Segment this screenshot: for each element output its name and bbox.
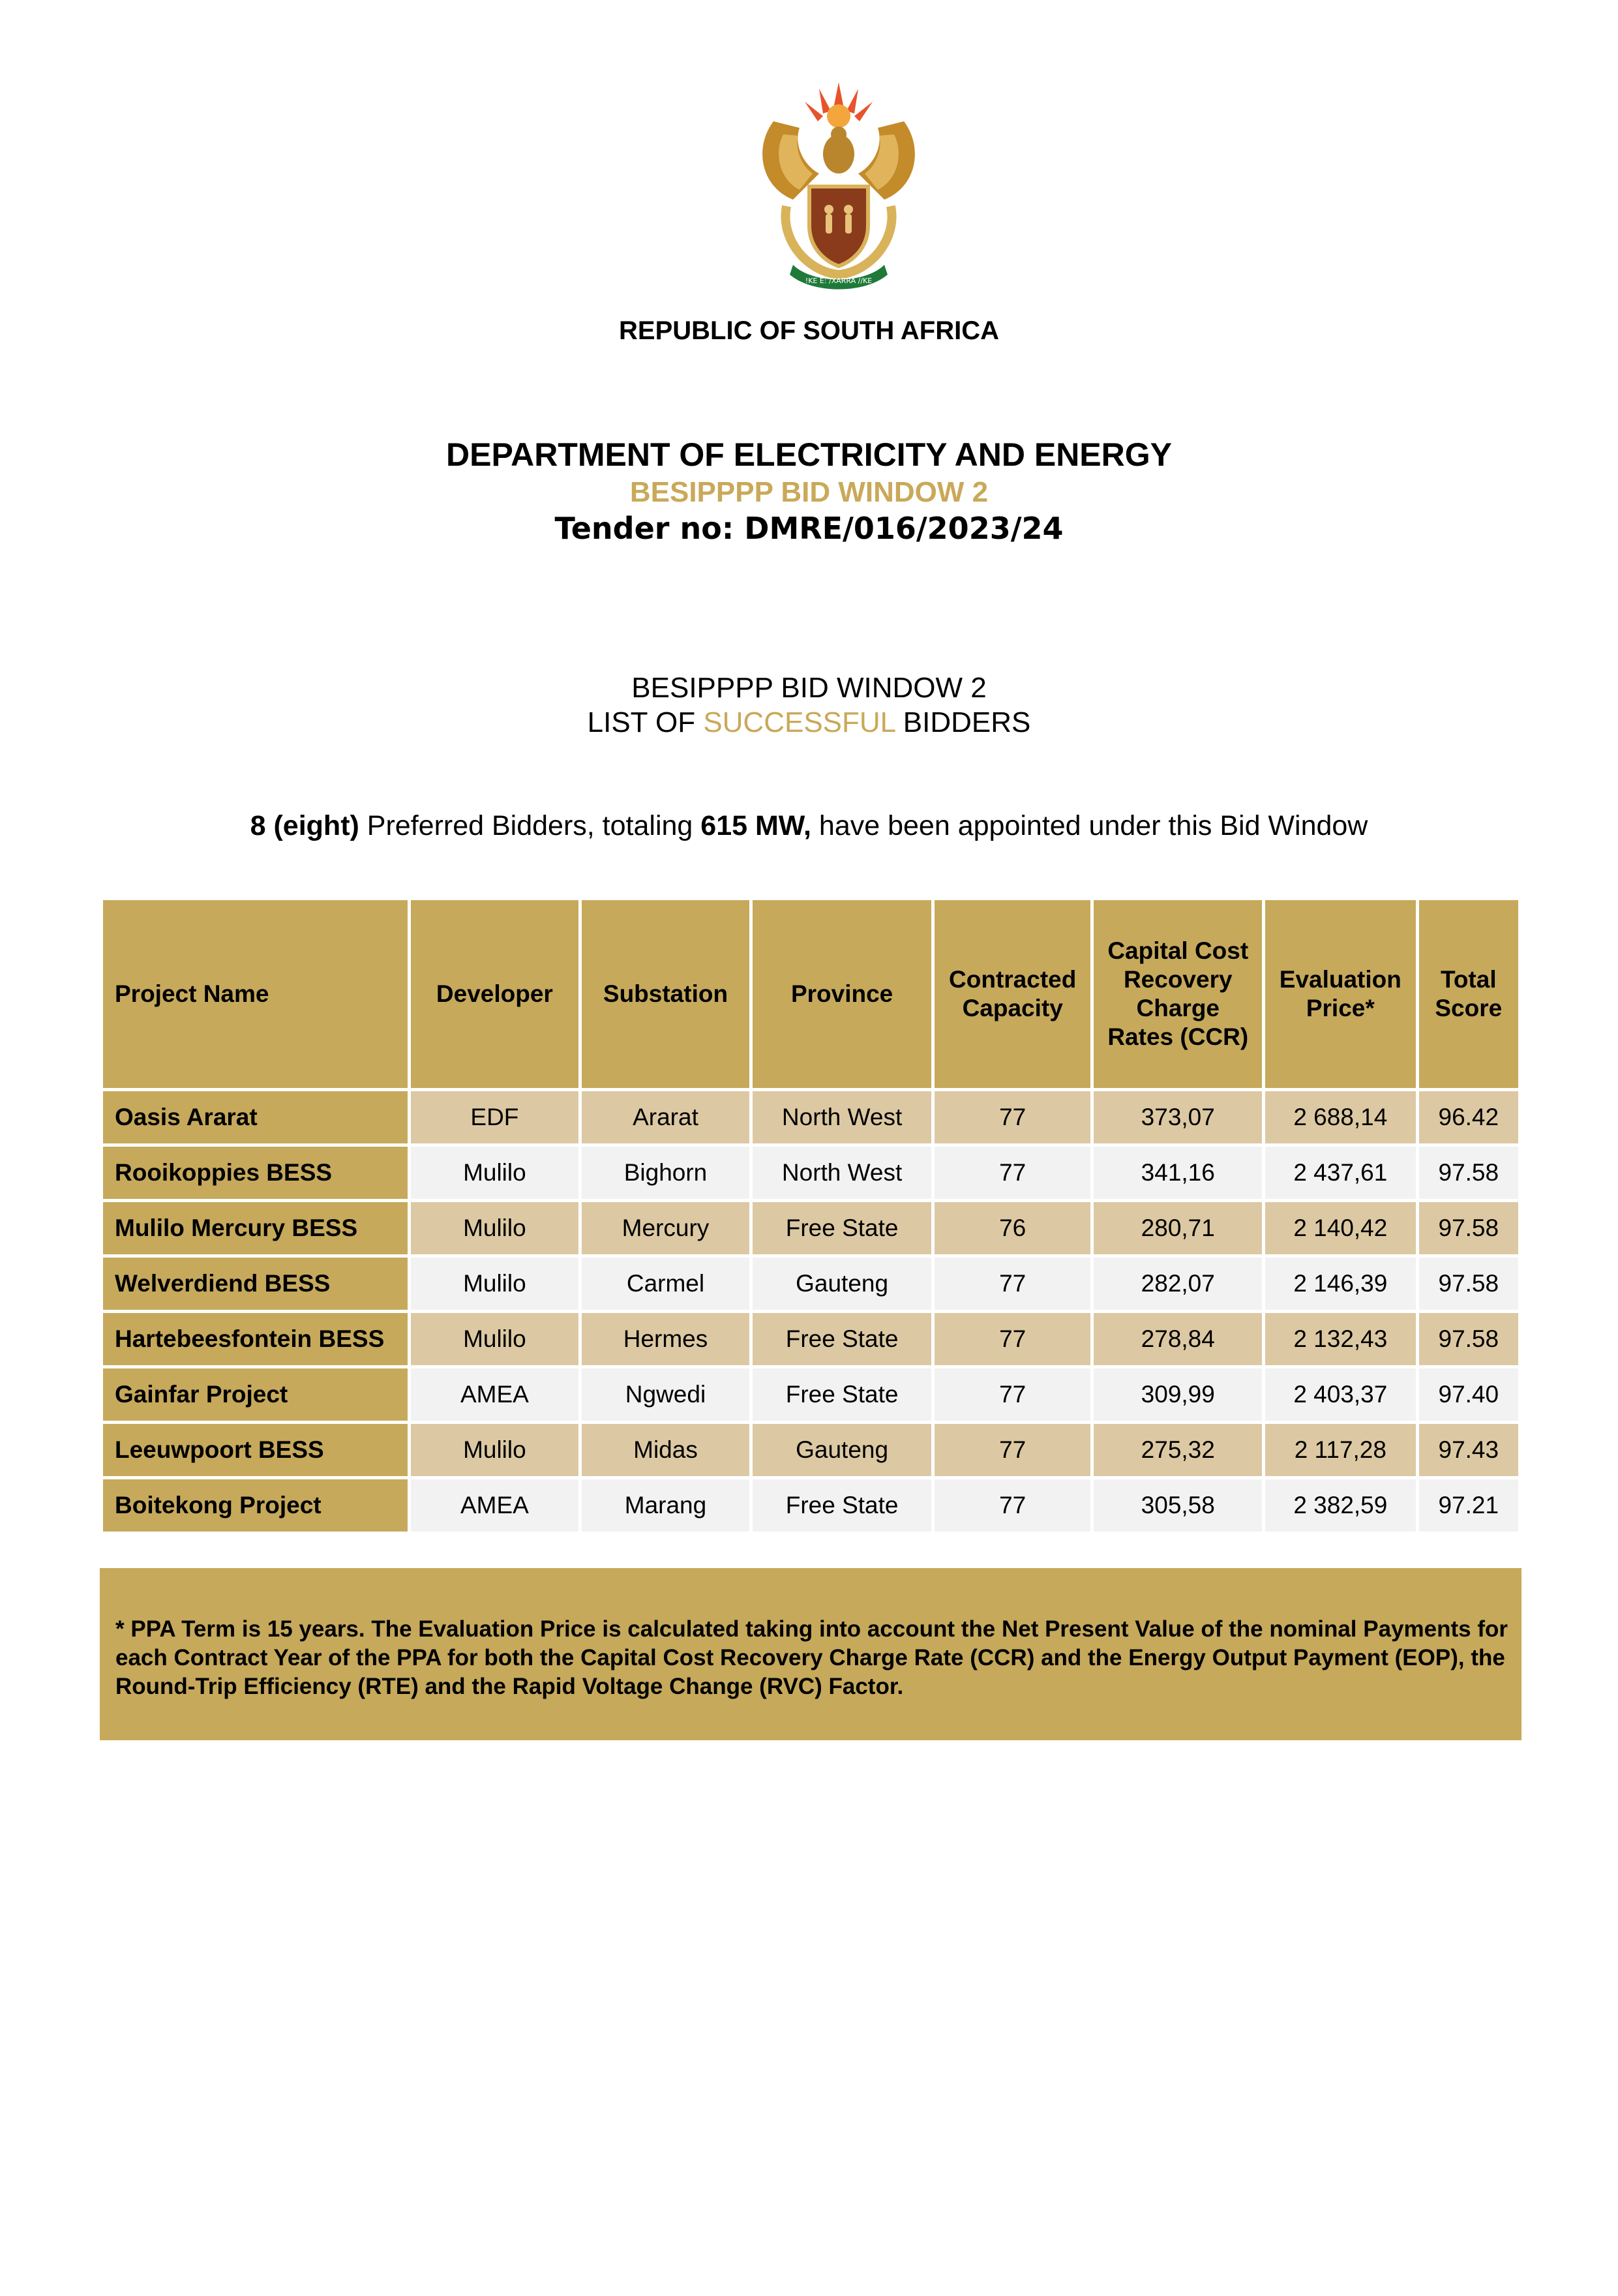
cell-province: Gauteng [753, 1258, 931, 1310]
cell-substation: Hermes [582, 1313, 750, 1365]
cell-ccr: 309,99 [1094, 1368, 1262, 1421]
list-title-prefix: LIST OF [587, 706, 704, 738]
cell-project-name: Welverdiend BESS [103, 1258, 408, 1310]
cell-evaluation-price: 2 688,14 [1265, 1091, 1416, 1143]
list-title-line1: BESIPPPP BID WINDOW 2 [631, 672, 987, 704]
country-name: REPUBLIC OF SOUTH AFRICA [619, 316, 999, 345]
table-row [103, 1368, 1518, 1421]
cell-total-score: 97.21 [1419, 1479, 1518, 1532]
cell-total-score: 97.43 [1419, 1424, 1518, 1476]
cell-capacity: 77 [935, 1313, 1091, 1365]
total-capacity: 615 MW, [700, 810, 811, 841]
intro-sentence [0, 810, 1618, 842]
cell-total-score: 96.42 [1419, 1091, 1518, 1143]
cell-province: North West [753, 1147, 931, 1199]
cell-province: Free State [753, 1479, 931, 1532]
cell-evaluation-price: 2 146,39 [1265, 1258, 1416, 1310]
cell-capacity: 77 [935, 1479, 1091, 1532]
cell-developer: Mulilo [411, 1147, 578, 1199]
bidders-table [100, 897, 1521, 1535]
cell-project-name: Boitekong Project [103, 1479, 408, 1532]
cell-developer: Mulilo [411, 1258, 578, 1310]
header-substation: Substation [582, 900, 750, 1088]
cell-developer: AMEA [411, 1479, 578, 1532]
intro-text-1: Preferred Bidders, totaling [359, 810, 701, 841]
header-developer: Developer [411, 900, 578, 1088]
cell-ccr: 280,71 [1094, 1202, 1262, 1254]
cell-province: North West [753, 1091, 931, 1143]
cell-evaluation-price: 2 140,42 [1265, 1202, 1416, 1254]
table-row [103, 1258, 1518, 1310]
bid-window-subtitle: BESIPPPP BID WINDOW 2 [629, 476, 989, 508]
cell-ccr: 373,07 [1094, 1091, 1262, 1143]
table-row [103, 1091, 1518, 1143]
header-province: Province [753, 900, 931, 1088]
cell-substation: Carmel [582, 1258, 750, 1310]
cell-evaluation-price: 2 382,59 [1265, 1479, 1416, 1532]
cell-evaluation-price: 2 117,28 [1265, 1424, 1416, 1476]
table-row [103, 1313, 1518, 1365]
cell-substation: Mercury [582, 1202, 750, 1254]
cell-project-name: Hartebeesfontein BESS [103, 1313, 408, 1365]
cell-project-name: Oasis Ararat [103, 1091, 408, 1143]
table-row [103, 1479, 1518, 1532]
list-title-suffix: BIDDERS [895, 706, 1031, 738]
cell-total-score: 97.58 [1419, 1202, 1518, 1254]
cell-developer: Mulilo [411, 1424, 578, 1476]
coat-of-arms-emblem [747, 76, 930, 295]
cell-substation: Ararat [582, 1091, 750, 1143]
header-total-score: Total Score [1419, 900, 1518, 1088]
cell-ccr: 282,07 [1094, 1258, 1262, 1310]
cell-capacity: 76 [935, 1202, 1091, 1254]
cell-substation: Marang [582, 1479, 750, 1532]
cell-project-name: Mulilo Mercury BESS [103, 1202, 408, 1254]
header-capacity: Contracted Capacity [935, 900, 1091, 1088]
cell-ccr: 341,16 [1094, 1147, 1262, 1199]
cell-total-score: 97.58 [1419, 1258, 1518, 1310]
cell-ccr: 278,84 [1094, 1313, 1262, 1365]
table-row [103, 1424, 1518, 1476]
list-title-line2 [0, 706, 1618, 739]
tender-number: Tender no: DMRE/016/2023/24 [554, 511, 1064, 546]
cell-evaluation-price: 2 437,61 [1265, 1147, 1416, 1199]
cell-province: Free State [753, 1202, 931, 1254]
cell-capacity: 77 [935, 1091, 1091, 1143]
table-row [103, 1147, 1518, 1199]
cell-project-name: Leeuwpoort BESS [103, 1424, 408, 1476]
cell-substation: Midas [582, 1424, 750, 1476]
cell-province: Free State [753, 1313, 931, 1365]
cell-developer: Mulilo [411, 1313, 578, 1365]
cell-capacity: 77 [935, 1147, 1091, 1199]
cell-capacity: 77 [935, 1258, 1091, 1310]
bidder-count: 8 (eight) [250, 810, 359, 841]
cell-capacity: 77 [935, 1424, 1091, 1476]
intro-text-2: have been appointed under this Bid Window [811, 810, 1368, 841]
header-ccr: Capital Cost Recovery Charge Rates (CCR) [1094, 900, 1262, 1088]
cell-substation: Ngwedi [582, 1368, 750, 1421]
list-title-highlight: SUCCESSFUL [703, 706, 895, 738]
cell-project-name: Gainfar Project [103, 1368, 408, 1421]
cell-substation: Bighorn [582, 1147, 750, 1199]
department-name: DEPARTMENT OF ELECTRICITY AND ENERGY [445, 436, 1172, 473]
emblem-motto: !KE E: /XARRA //KE [805, 277, 873, 285]
cell-ccr: 275,32 [1094, 1424, 1262, 1476]
table-row [103, 1202, 1518, 1254]
cell-total-score: 97.40 [1419, 1368, 1518, 1421]
table-header-row [103, 900, 1518, 1088]
cell-project-name: Rooikoppies BESS [103, 1147, 408, 1199]
cell-province: Gauteng [753, 1424, 931, 1476]
cell-developer: AMEA [411, 1368, 578, 1421]
footnote: * PPA Term is 15 years. The Evaluation Price is calculated taking into account the Net Present Value of the nominal Payments for each Contract Year of the PPA for both the Capital Cost Recovery Charge Rate (CCR) and the Energy Output Payment (EOP), the Round-Trip Efficiency (RTE) and the Rapid Voltage Change (RVC) Factor. [100, 1568, 1521, 1740]
cell-developer: Mulilo [411, 1202, 578, 1254]
cell-developer: EDF [411, 1091, 578, 1143]
cell-capacity: 77 [935, 1368, 1091, 1421]
cell-total-score: 97.58 [1419, 1147, 1518, 1199]
cell-ccr: 305,58 [1094, 1479, 1262, 1532]
table-body [103, 1091, 1518, 1532]
cell-evaluation-price: 2 132,43 [1265, 1313, 1416, 1365]
cell-province: Free State [753, 1368, 931, 1421]
header-evaluation-price: Evaluation Price* [1265, 900, 1416, 1088]
header-project-name: Project Name [103, 900, 408, 1088]
cell-total-score: 97.58 [1419, 1313, 1518, 1365]
cell-evaluation-price: 2 403,37 [1265, 1368, 1416, 1421]
